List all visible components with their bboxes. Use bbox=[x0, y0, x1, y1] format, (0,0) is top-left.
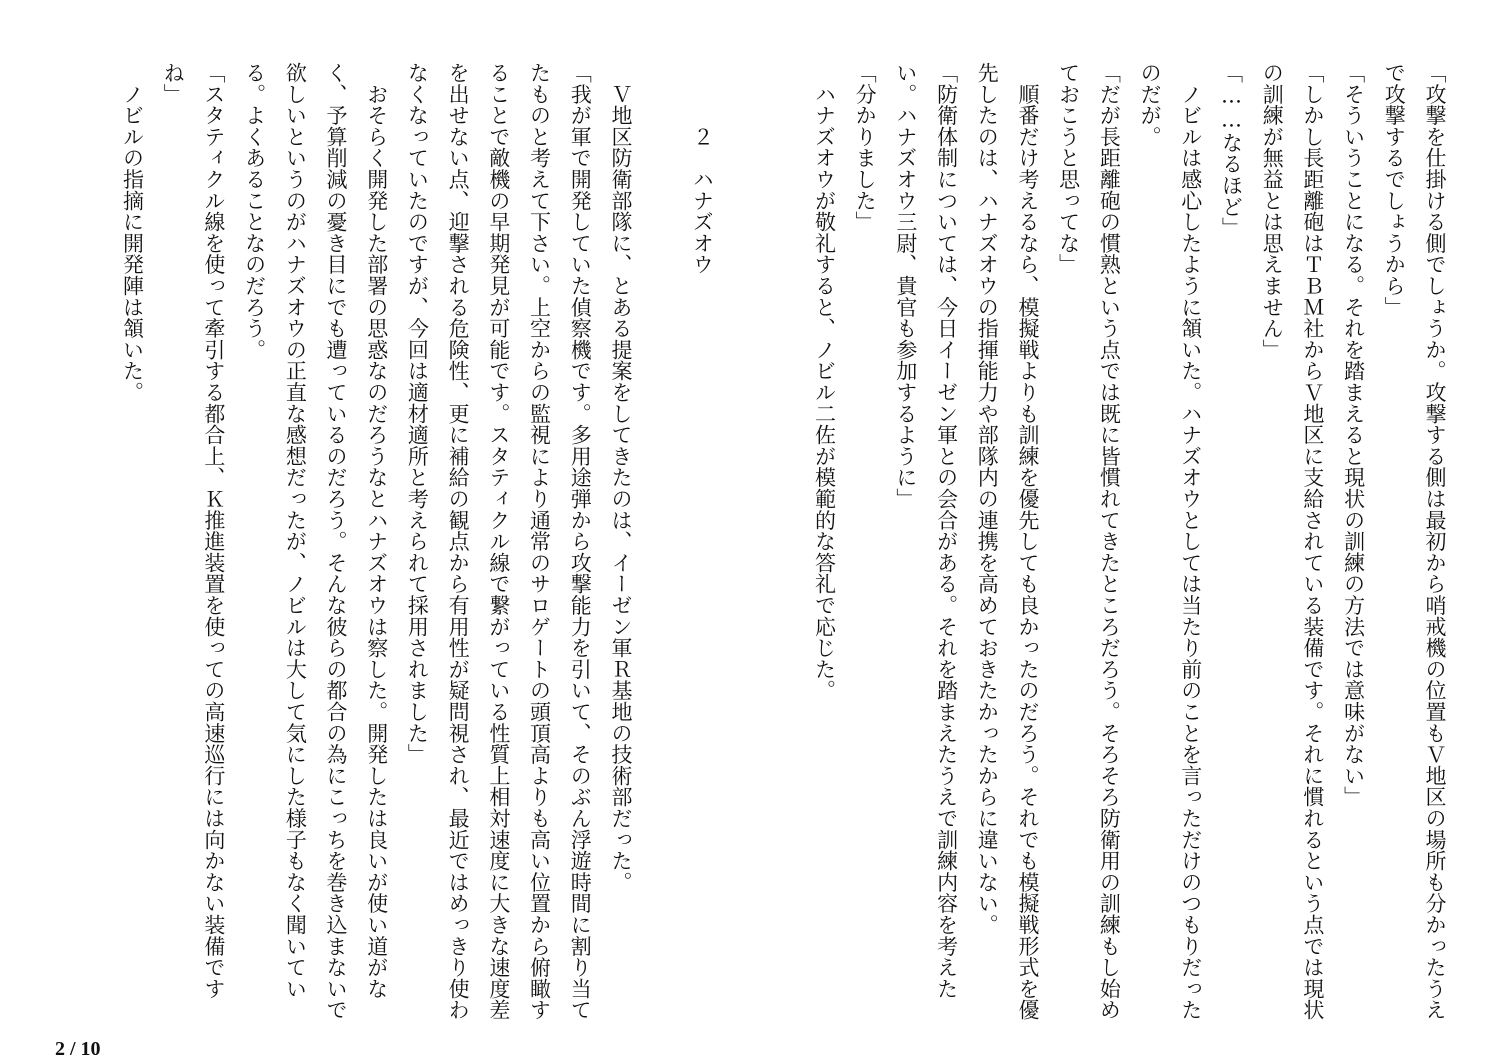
blank-line bbox=[722, 62, 763, 1022]
blank-line bbox=[641, 62, 682, 1022]
paragraph: 「攻撃を仕掛ける側でしょうか。攻撃する側は最初から哨戒機の位置もＶ地区の場所も分かったうえで攻撃するでしょうから」 bbox=[1382, 62, 1447, 1021]
paragraph: 「しかし長距離砲はＴＢＭ社からＶ地区に支給されている装備です。それに慣れるという点では現状の訓練が無益とは思えません」 bbox=[1260, 62, 1325, 1021]
blank-line bbox=[763, 62, 804, 1022]
page-number: 2 / 10 bbox=[55, 1038, 101, 1060]
paragraph: ノビルは感心したように頷いた。ハナズオウとしては当たり前のことを言っただけのつもりだったのだが。 bbox=[1138, 62, 1203, 1021]
paragraph: 順番だけ考えるなら、模擬戦よりも訓練を優先しても良かったのだろう。それでも模擬戦形式を優先したのは、ハナズオウの指揮能力や部隊内の連携を高めておきたかったからに違いない。 bbox=[975, 62, 1040, 1021]
paragraph: ハナズオウが敬礼すると、ノビル二佐が模範的な答礼で応じた。 bbox=[812, 62, 837, 701]
paragraph: おそらく開発した部署の思惑なのだろうなとハナズオウは察した。開発したは良いが使い道がなく、予算削減の憂き目にでも遭っているのだろう。そんな彼らの都合の為にこっちを巻き込まないで欲しいというのがハナズオウの正直な感想だったが、ノビルは大して気にした様子もなく聞いている。よくあることなのだろう。 bbox=[242, 62, 389, 1021]
paragraph: Ｖ地区防衛部隊に、とある提案をしてきたのは、イーゼン軍Ｒ基地の技術部だった。 bbox=[608, 62, 633, 893]
paragraph: 「……なるほど」 bbox=[1219, 62, 1244, 239]
paragraph: 「分かりました」 bbox=[853, 62, 878, 233]
section-heading: ２ ハナズオウ bbox=[690, 62, 715, 275]
paragraph: 「我が軍で開発していた偵察機です。多用途弾から攻撃能力を引いて、そのぶん浮遊時間に割り当てたものと考えて下さい。上空からの監視により通常のサロゲートの頭頂高よりも高い位置から俯瞰することで敵機の早期発見が可能です。スタティクル線で繋がっている性質上相対速度に大きな速度差を出せない点、迎撃される危険性、更に補給の観点から有用性が疑問視され、最近ではめっきり使わなくなっていたのですが、今回は適材適所と考えられて採用されました」 bbox=[405, 62, 593, 1021]
paragraph: 「だが長距離砲の慣熟という点では既に皆慣れてきたところだろう。そろそろ防衛用の訓練もし始めておこうと思ってな」 bbox=[1056, 62, 1122, 1021]
paragraph: 「そういうことになる。それを踏まえると現状の訓練の方法では意味がない」 bbox=[1341, 62, 1366, 808]
vertical-text-body bbox=[40, 62, 1455, 1022]
paragraph: 「スタティクル線を使って牽引する都合上、Ｋ推進装置を使っての高速巡行には向かない装備ですね」 bbox=[161, 62, 226, 1000]
paragraph: 「防衛体制については、今日イーゼン軍との会合がある。それを踏まえたうえで訓練内容を考えたい。ハナズオウ三尉、貴官も参加するように」 bbox=[893, 62, 959, 1000]
paragraph: ノビルの指摘に開発陣は頷いた。 bbox=[120, 62, 145, 403]
